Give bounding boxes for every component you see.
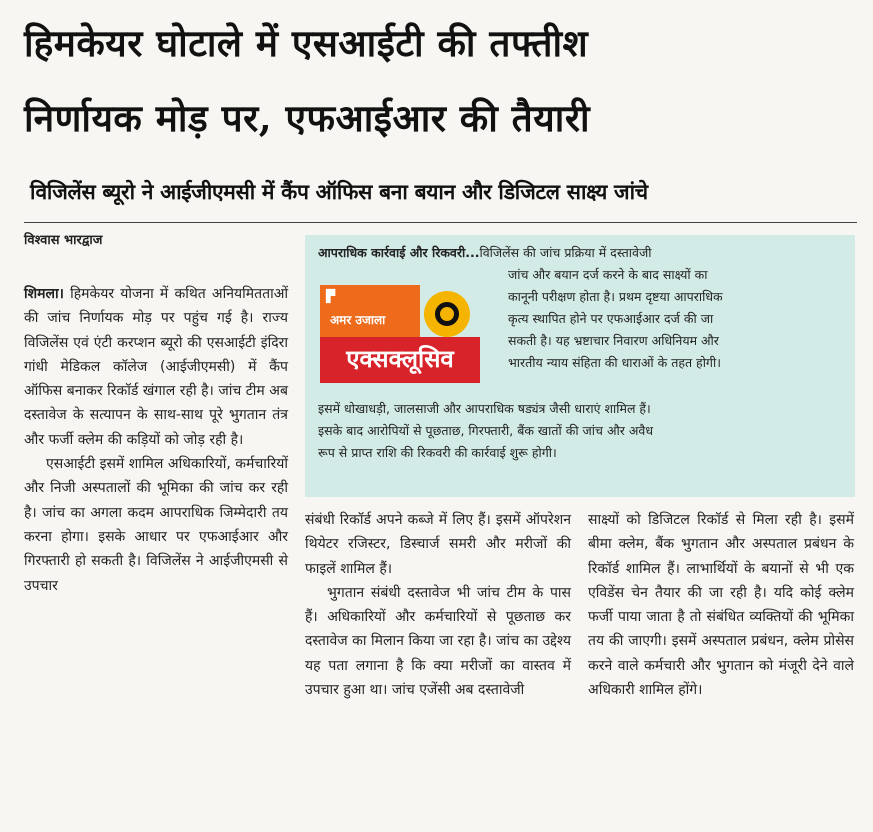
box-text: सकती है। यह भ्रष्टाचार निवारण अधिनियम और [508, 333, 719, 348]
logo-exclusive-text: एक्सक्लूसिव [320, 337, 480, 383]
article-paragraph: संबंधी रिकॉर्ड अपने कब्जे में लिए हैं। इसमें ऑपरेशन थियेटर रजिस्टर, डिस्चार्ज समरी और मरीजों की फाइलें शामिल हैं। [305, 512, 571, 577]
article-paragraph: भुगतान संबंधी दस्तावेज भी जांच टीम के पास हैं। अधिकारियों और कर्मचारियों से पूछताछ कर दस्तावेज का मिलान किया जा रहा है। जांच का उद्देश्य यह पता लगाना है कि क्या मरीजों का वास्तव में उपचार हुआ था। जांच एजेंसी अब दस्तावेजी [305, 584, 571, 699]
article-column-2 [305, 508, 571, 702]
box-text: विजिलेंस की जांच प्रक्रिया में दस्तावेजी [479, 245, 652, 260]
headline-line-2: निर्णायक मोड़ पर, एफआईआर की तैयारी [24, 96, 591, 140]
article-paragraph [24, 282, 288, 452]
box-lead: आपराधिक कार्रवाई और रिकवरी... [318, 245, 480, 260]
dateline: शिमला। [24, 286, 64, 302]
box-text: कानूनी परीक्षण होता है। प्रथम दृष्टया आपराधिक [508, 289, 723, 304]
box-text: इसमें धोखाधड़ी, जालसाजी और आपराधिक षड्यंत्र जैसी धाराएं शामिल हैं। [318, 401, 651, 416]
subheadline: विजिलेंस ब्यूरो ने आईजीएमसी में कैंप ऑफिस बना बयान और डिजिटल साक्ष्य जांचे [30, 179, 648, 204]
byline: विश्वास भारद्वाज [24, 233, 103, 248]
logo-brand-text: अमर उजाला [330, 313, 386, 327]
article-column-1 [24, 282, 288, 598]
flag-icon: ▛ [326, 289, 336, 303]
box-text: कृत्य स्थापित होने पर एफआईआर दर्ज की जा [508, 311, 714, 326]
article-column-3 [588, 508, 854, 702]
logo-brand-panel [320, 285, 420, 337]
magnifier-icon [424, 291, 470, 337]
divider [24, 222, 857, 223]
box-text: रूप से प्राप्त राशि की रिकवरी की कार्रवाई शुरू होगी। [318, 445, 557, 460]
box-text: इसके बाद आरोपियों से पूछताछ, गिरफ्तारी, बैंक खातों की जांच और अवैध [318, 423, 654, 438]
article-paragraph: एसआईटी इसमें शामिल अधिकारियों, कर्मचारियों और निजी अस्पतालों की भूमिका की जांच कर रही है। जांच का अगला कदम आपराधिक जिम्मेदारी तय करना होगा। इसके आधार पर एफआईआर और गिरफ्तारी हो सकती है। विजिलेंस ने आईजीएमसी से उपचार [24, 456, 288, 594]
box-line-1 [318, 242, 652, 264]
headline-line-1: हिमकेयर घोटाले में एसआईटी की तफ्तीश [24, 21, 589, 65]
paragraph-text: हिमकेयर योजना में कथित अनियमितताओं की जांच निर्णायक मोड़ पर पहुंच गई है। राज्य विजिलेंस एवं एंटी करप्शन ब्यूरो की एसआईटी इंदिरा गांधी मेडिकल कॉलेज (आईजीएमसी) में कैंप ऑफिस बनाकर रिकॉर्ड खंगाल रही है। जांच टीम अब दस्तावेज के सत्यापन के साथ-साथ पूरे भुगतान तंत्र और फर्जी क्लेम की कड़ियों को जोड़ रही है। [24, 286, 288, 448]
article-paragraph: साक्ष्यों को डिजिटल रिकॉर्ड से मिला रही है। इसमें बीमा क्लेम, बैंक भुगतान और अस्पताल प्रबंधन के रिकॉर्ड शामिल हैं। लाभार्थियों के बयानों से भी एक एविडेंस चेन तैयार की जा रही है। यदि कोई क्लेम फर्जी पाया जाता है तो संबंधित व्यक्तियों की भूमिका तय की जाएगी। इसमें अस्पताल प्रबंधन, क्लेम प्रोसेस करने वाले कर्मचारी और भुगतान को मंजूरी देने वाले अधिकारी शामिल होंगे। [588, 512, 854, 699]
amar-ujala-exclusive-logo [320, 285, 480, 383]
box-text: जांच और बयान दर्ज करने के बाद साक्ष्यों का [508, 267, 708, 282]
box-text: भारतीय न्याय संहिता की धाराओं के तहत होगी। [508, 355, 721, 370]
